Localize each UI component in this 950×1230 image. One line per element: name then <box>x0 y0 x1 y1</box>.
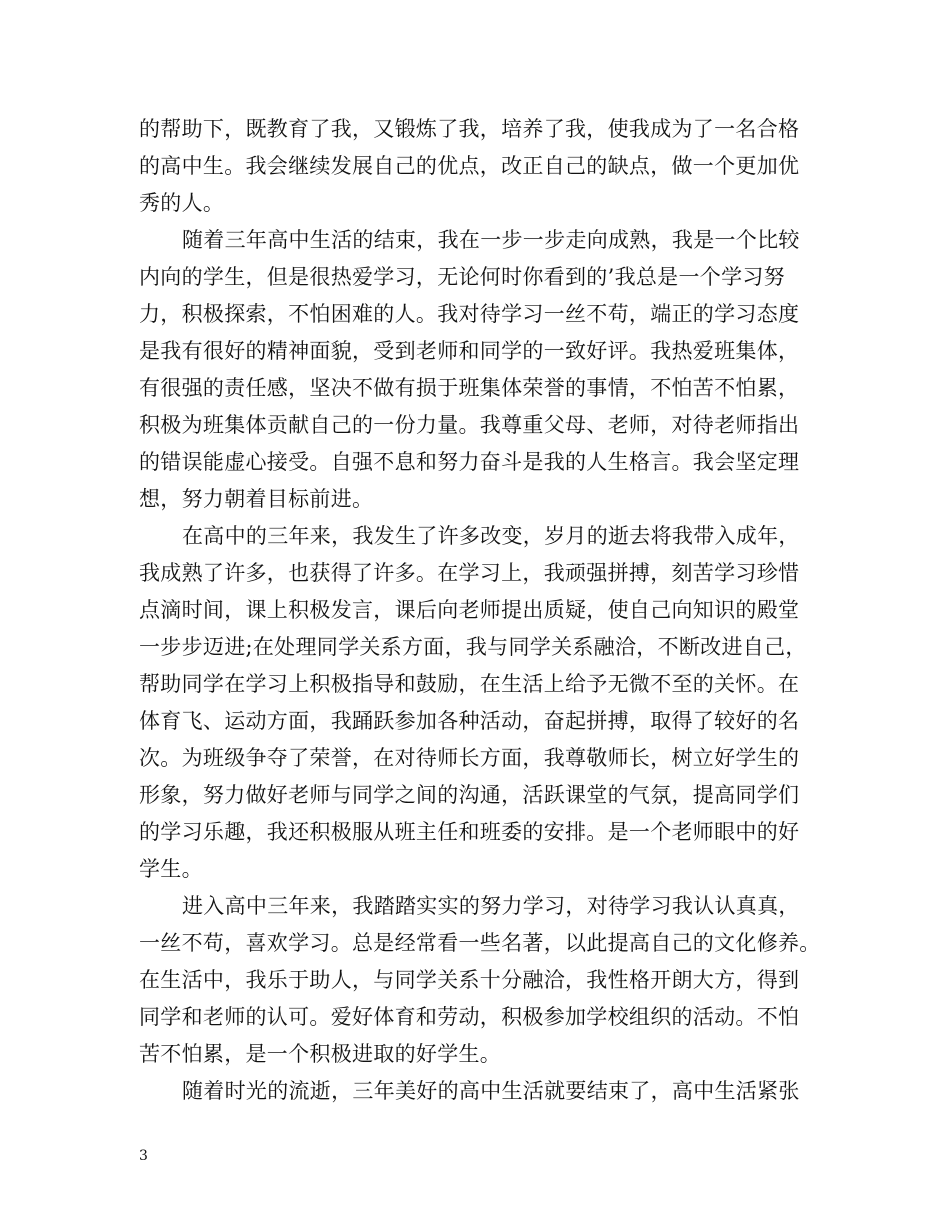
paragraph-start-line: 在高中的三年来，我发生了许多改变，岁月的逝去将我带入成年， <box>182 524 800 548</box>
paragraph-start-line: 随着时光的流逝，三年美好的高中生活就要结束了，高中生活紧张 <box>182 1079 800 1103</box>
paragraph-start-line: 进入高中三年来，我踏踏实实的努力学习，对待学习我认认真真， <box>182 894 800 918</box>
text-line: 是我有很好的精神面貌，受到老师和同学的一致好评。我热爱班集体， <box>139 339 800 363</box>
text-line: 帮助同学在学习上积极指导和鼓励，在生活上给予无微不至的关怀。在 <box>139 672 800 696</box>
text-line: 的高中生。我会继续发展自己的优点，改正自己的缺点，做一个更加优 <box>139 154 800 178</box>
text-line: 有很强的责任感，坚决不做有损于班集体荣誉的事情，不怕苦不怕累， <box>139 376 800 400</box>
text-line: 体育飞、运动方面，我踊跃参加各种活动，奋起拼搏，取得了较好的名 <box>139 709 800 733</box>
text-line: 积极为班集体贡献自己的一份力量。我尊重父母、老师，对待老师指出 <box>139 413 800 437</box>
text-line: 秀的人。 <box>139 191 225 215</box>
paragraph-start-line: 随着三年高中生活的结束，我在一步一步走向成熟，我是一个比较 <box>182 228 800 252</box>
text-line: 的错误能虚心接受。自强不息和努力奋斗是我的人生格言。我会坚定理 <box>139 450 800 474</box>
page-number: 3 <box>139 1148 148 1164</box>
text-line: 同学和老师的认可。爱好体育和劳动，积极参加学校组织的活动。不怕 <box>139 1005 800 1029</box>
text-line: 一丝不苟，喜欢学习。总是经常看一些名著，以此提高自己的文化修养。 <box>139 931 821 955</box>
text-line: 形象，努力做好老师与同学之间的沟通，活跃课堂的气氛，提高同学们 <box>139 783 800 807</box>
text-line: 的帮助下，既教育了我，又锻炼了我，培养了我，使我成为了一名合格 <box>139 117 800 141</box>
text-line: 力，积极探索，不怕困难的人。我对待学习一丝不苟，端正的学习态度 <box>139 302 800 326</box>
text-line: 学生。 <box>139 857 203 881</box>
text-line: 在生活中，我乐于助人，与同学关系十分融洽，我性格开朗大方，得到 <box>139 968 800 992</box>
text-line: 苦不怕累，是一个积极进取的好学生。 <box>139 1042 502 1066</box>
text-line: 次。为班级争夺了荣誉，在对待师长方面，我尊敬师长，树立好学生的 <box>139 746 800 770</box>
text-line: 内向的学生，但是很热爱学习，无论何时你看到的’我总是一个学习努 <box>139 265 785 289</box>
text-line: 的学习乐趣，我还积极服从班主任和班委的安排。是一个老师眼中的好 <box>139 820 800 844</box>
text-line: 点滴时间，课上积极发言，课后向老师提出质疑，使自己向知识的殿堂 <box>139 598 800 622</box>
text-line: 一步步迈进;在处理同学关系方面，我与同学关系融洽，不断改进自己， <box>139 635 807 659</box>
text-line: 我成熟了许多，也获得了许多。在学习上，我顽强拼搏，刻苦学习珍惜 <box>139 561 800 585</box>
text-line: 想，努力朝着目标前进。 <box>139 487 374 511</box>
